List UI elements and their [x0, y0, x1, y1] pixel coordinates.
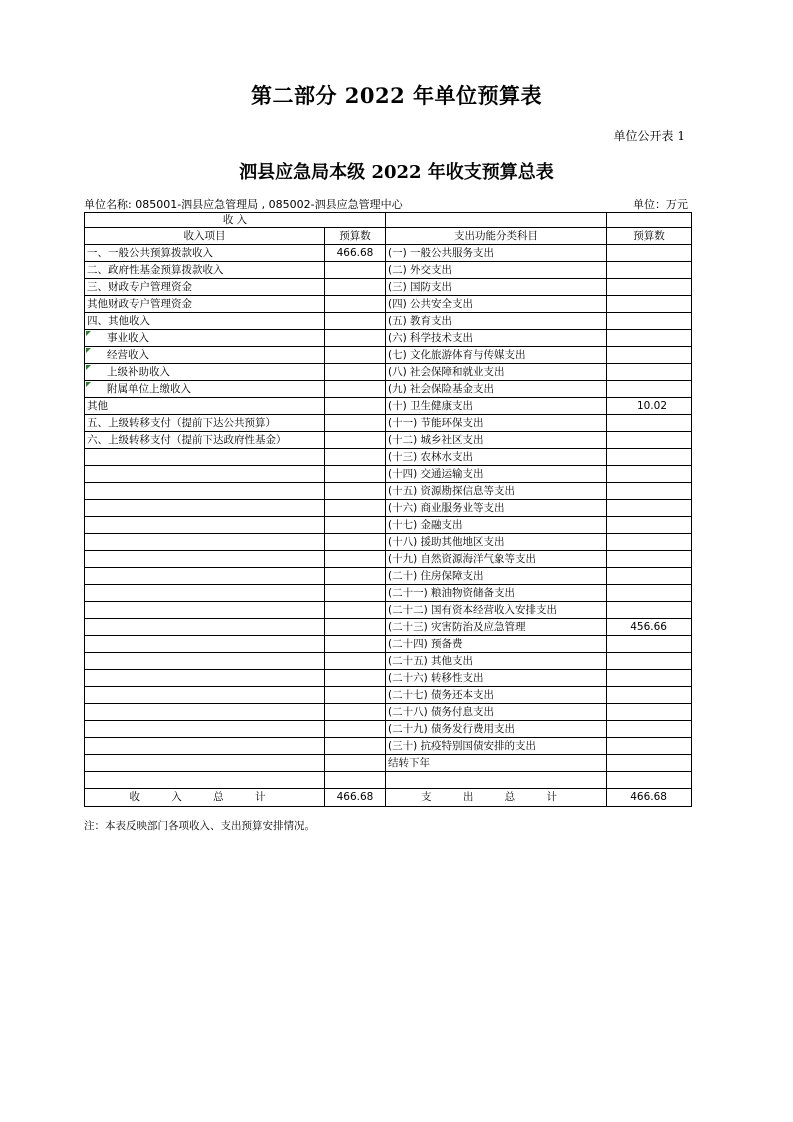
budget-summary-table [84, 212, 692, 807]
table-title: 泗县应急局本级 2022 年收支预算总表 [239, 162, 554, 183]
income-amount-cell [325, 568, 386, 585]
income-total-amount: 466.68 [325, 789, 386, 807]
income-amount-cell [325, 279, 386, 296]
expense-amount-cell [607, 381, 692, 398]
table-header-group-row [85, 213, 692, 228]
table-row [85, 398, 692, 415]
expense-amount-cell [607, 602, 692, 619]
expense-item-cell: (十三) 农林水支出 [386, 449, 607, 466]
expense-amount-cell [607, 466, 692, 483]
income-amount-cell [325, 670, 386, 687]
income-item-cell [85, 466, 325, 483]
table-row [85, 602, 692, 619]
income-item-cell [85, 568, 325, 585]
expense-item-cell: (二十四) 预备费 [386, 636, 607, 653]
income-item-cell [85, 449, 325, 466]
cell-marker-icon [86, 382, 91, 387]
expense-amount-cell [607, 772, 692, 789]
table-row [85, 364, 692, 381]
expense-item-cell: (二十) 住房保障支出 [386, 568, 607, 585]
expense-total-label [386, 789, 607, 807]
table-row [85, 704, 692, 721]
table-header-row [85, 228, 692, 245]
expense-item-cell: (二十七) 债务还本支出 [386, 687, 607, 704]
income-amount-cell [325, 330, 386, 347]
table-row [85, 534, 692, 551]
income-item-cell [85, 262, 325, 279]
expense-amount-cell [607, 279, 692, 296]
income-amount-cell [325, 517, 386, 534]
income-item-cell [85, 738, 325, 755]
expense-amount-cell [607, 704, 692, 721]
expense-amount-cell [607, 262, 692, 279]
income-item-cell [85, 636, 325, 653]
expense-item-cell: (二) 外交支出 [386, 262, 607, 279]
income-amount-cell [325, 636, 386, 653]
income-item-cell [85, 313, 325, 330]
table-row [85, 245, 692, 262]
expense-item-cell: (六) 科学技术支出 [386, 330, 607, 347]
expense-amount-cell [607, 534, 692, 551]
income-amount-cell [325, 483, 386, 500]
table-row [85, 449, 692, 466]
table-row [85, 296, 692, 313]
expense-amount-cell [607, 517, 692, 534]
income-item-text: 上级补助收入 [107, 366, 170, 378]
header-expense-item: 支出功能分类科目 [386, 228, 607, 245]
table-row [85, 755, 692, 772]
expense-item-cell: (二十六) 转移性支出 [386, 670, 607, 687]
income-item-cell [85, 279, 325, 296]
table-row [85, 551, 692, 568]
income-item-cell [85, 364, 325, 381]
expense-amount-cell [607, 347, 692, 364]
income-amount-cell [325, 534, 386, 551]
expense-item-cell: (十七) 金融支出 [386, 517, 607, 534]
table-row [85, 687, 692, 704]
header-expense-amount-blank [607, 213, 692, 228]
expense-amount-cell [607, 636, 692, 653]
expense-item-cell: (八) 社会保障和就业支出 [386, 364, 607, 381]
expense-item-cell: (九) 社会保险基金支出 [386, 381, 607, 398]
income-amount-cell [325, 466, 386, 483]
income-amount-cell [325, 721, 386, 738]
table-row [85, 670, 692, 687]
expense-amount-cell [607, 653, 692, 670]
income-item-cell [85, 245, 325, 262]
income-item-text: 二、政府性基金预算拨款收入 [87, 264, 224, 276]
table-number: 单位公开表 1 [613, 129, 685, 143]
header-income-group: 收 入 [85, 213, 386, 228]
income-total-label [85, 789, 325, 807]
table-row [85, 636, 692, 653]
cell-marker-icon [86, 365, 91, 370]
expense-amount-cell [607, 721, 692, 738]
income-item-cell [85, 619, 325, 636]
income-amount-cell [325, 432, 386, 449]
expense-amount-cell [607, 364, 692, 381]
income-item-text: 附属单位上缴收入 [107, 383, 191, 395]
income-amount-cell [325, 500, 386, 517]
income-amount-cell [325, 398, 386, 415]
income-amount-cell [325, 296, 386, 313]
cell-marker-icon [86, 348, 91, 353]
expense-amount-cell [607, 449, 692, 466]
expense-amount-cell: 456.66 [607, 619, 692, 636]
table-row [85, 772, 692, 789]
unit-currency: 单位：万元 [633, 198, 688, 211]
income-item-cell [85, 517, 325, 534]
table-note: 注：本表反映部门各项收入、支出预算安排情况。 [84, 820, 315, 832]
expense-total-amount: 466.68 [607, 789, 692, 807]
income-amount-cell [325, 738, 386, 755]
income-amount-cell [325, 347, 386, 364]
expense-amount-cell [607, 670, 692, 687]
income-item-cell [85, 432, 325, 449]
table-row [85, 432, 692, 449]
expense-item-cell: (二十二) 国有资本经营收入安排支出 [386, 602, 607, 619]
table-row [85, 381, 692, 398]
expense-item-cell: (十) 卫生健康支出 [386, 398, 607, 415]
expense-amount-cell [607, 432, 692, 449]
expense-amount-cell [607, 313, 692, 330]
expense-item-cell: (十八) 援助其他地区支出 [386, 534, 607, 551]
table-row [85, 483, 692, 500]
income-item-cell [85, 483, 325, 500]
income-amount-cell: 466.68 [325, 245, 386, 262]
income-amount-cell [325, 619, 386, 636]
expense-amount-cell [607, 551, 692, 568]
income-item-text: 六、上级转移支付（提前下达政府性基金） [87, 434, 287, 446]
expense-amount-cell [607, 687, 692, 704]
income-amount-cell [325, 772, 386, 789]
income-total-label-text: 收 入 总 计 [129, 791, 280, 803]
expense-item-cell: (十四) 交通运输支出 [386, 466, 607, 483]
table-row [85, 313, 692, 330]
expense-item-cell: (二十九) 债务发行费用支出 [386, 721, 607, 738]
income-item-cell [85, 551, 325, 568]
expense-amount-cell [607, 296, 692, 313]
income-item-text: 五、上级转移支付（提前下达公共预算） [87, 417, 276, 429]
income-item-cell [85, 398, 325, 415]
income-item-cell [85, 704, 325, 721]
expense-item-cell: (四) 公共安全支出 [386, 296, 607, 313]
expense-item-cell: (三) 国防支出 [386, 279, 607, 296]
header-expense-amount: 预算数 [607, 228, 692, 245]
income-amount-cell [325, 551, 386, 568]
expense-item-cell: (二十一) 粮油物资储备支出 [386, 585, 607, 602]
table-row [85, 721, 692, 738]
income-item-cell [85, 721, 325, 738]
table-row [85, 279, 692, 296]
income-amount-cell [325, 313, 386, 330]
table-row [85, 415, 692, 432]
income-item-text: 四、其他收入 [87, 315, 150, 327]
table-row [85, 500, 692, 517]
income-item-cell [85, 347, 325, 364]
expense-item-cell: (三十) 抗疫特别国债安排的支出 [386, 738, 607, 755]
table-row [85, 568, 692, 585]
table-row [85, 585, 692, 602]
table-row [85, 619, 692, 636]
table-row [85, 262, 692, 279]
header-expense-group-blank [386, 213, 607, 228]
income-item-cell [85, 772, 325, 789]
income-item-text: 三、财政专户管理资金 [87, 281, 192, 293]
table-row [85, 347, 692, 364]
income-item-cell [85, 500, 325, 517]
expense-amount-cell [607, 585, 692, 602]
expense-item-cell: (十九) 自然资源海洋气象等支出 [386, 551, 607, 568]
expense-item-cell: (十五) 资源勘探信息等支出 [386, 483, 607, 500]
income-amount-cell [325, 687, 386, 704]
income-amount-cell [325, 415, 386, 432]
expense-item-cell: 结转下年 [386, 755, 607, 772]
income-amount-cell [325, 364, 386, 381]
income-item-cell [85, 585, 325, 602]
income-item-cell [85, 330, 325, 347]
income-item-cell [85, 670, 325, 687]
income-item-cell [85, 296, 325, 313]
expense-item-cell [386, 772, 607, 789]
expense-item-cell: (二十八) 债务付息支出 [386, 704, 607, 721]
income-amount-cell [325, 449, 386, 466]
table-row [85, 466, 692, 483]
cell-marker-icon [86, 331, 91, 336]
header-income-amount: 预算数 [325, 228, 386, 245]
header-income-item: 收入项目 [85, 228, 325, 245]
part-title: 第二部分 2022 年单位预算表 [250, 83, 543, 108]
income-item-cell [85, 653, 325, 670]
income-amount-cell [325, 755, 386, 772]
income-item-text: 经营收入 [107, 349, 149, 361]
table-row [85, 653, 692, 670]
income-amount-cell [325, 381, 386, 398]
income-amount-cell [325, 653, 386, 670]
expense-amount-cell [607, 738, 692, 755]
income-item-text: 其他 [87, 400, 108, 412]
expense-item-cell: (二十三) 灾害防治及应急管理 [386, 619, 607, 636]
expense-amount-cell [607, 415, 692, 432]
expense-item-cell: (十六) 商业服务业等支出 [386, 500, 607, 517]
expense-item-cell: (七) 文化旅游体育与传媒支出 [386, 347, 607, 364]
income-amount-cell [325, 585, 386, 602]
income-item-cell [85, 755, 325, 772]
totals-row [85, 789, 692, 807]
expense-item-cell: (一) 一般公共服务支出 [386, 245, 607, 262]
expense-item-cell: (二十五) 其他支出 [386, 653, 607, 670]
expense-amount-cell [607, 330, 692, 347]
income-item-cell [85, 602, 325, 619]
unit-name: 单位名称: 085001-泗县应急管理局 , 085002-泗县应急管理中心 [84, 198, 403, 211]
table-row [85, 738, 692, 755]
income-amount-cell [325, 704, 386, 721]
income-item-cell [85, 534, 325, 551]
income-item-text: 事业收入 [107, 332, 149, 344]
expense-amount-cell [607, 568, 692, 585]
income-item-cell [85, 415, 325, 432]
expense-item-cell: (五) 教育支出 [386, 313, 607, 330]
income-item-text: 其他财政专户管理资金 [87, 298, 192, 310]
income-amount-cell [325, 602, 386, 619]
unit-info-line [84, 196, 690, 212]
table-row [85, 330, 692, 347]
table-row [85, 517, 692, 534]
income-amount-cell [325, 262, 386, 279]
income-item-cell [85, 381, 325, 398]
expense-amount-cell [607, 500, 692, 517]
income-item-text: 一、一般公共预算拨款收入 [87, 247, 213, 259]
income-item-cell [85, 687, 325, 704]
expense-item-cell: (十一) 节能环保支出 [386, 415, 607, 432]
expense-total-label-text: 支 出 总 计 [420, 791, 571, 803]
expense-amount-cell [607, 245, 692, 262]
expense-item-cell: (十二) 城乡社区支出 [386, 432, 607, 449]
expense-amount-cell [607, 755, 692, 772]
expense-amount-cell [607, 483, 692, 500]
expense-amount-cell: 10.02 [607, 398, 692, 415]
